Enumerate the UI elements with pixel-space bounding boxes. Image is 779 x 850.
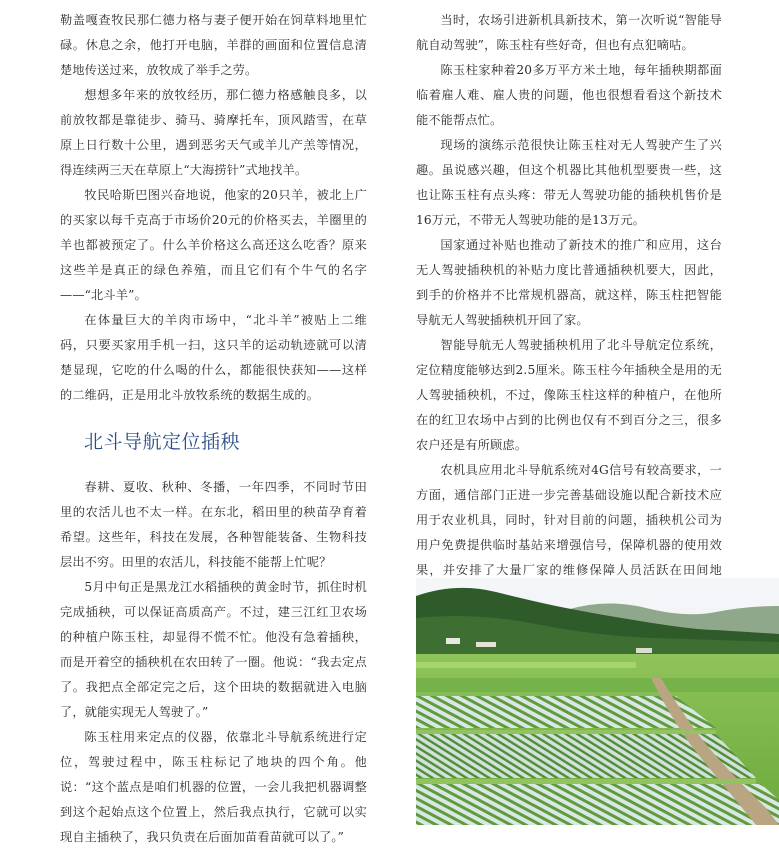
left-paragraph-1: 勒盖嘎查牧民那仁德力格与妻子便开始在饲草料地里忙碌。休息之余，他打开电脑，羊群的画面和位置信息清楚地传送过来，放牧成了举手之劳。 [60, 13, 367, 77]
right-paragraph-2: 陈玉柱家种着20多万平方米土地，每年插秧期都面临着雇人难、雇人贵的问题，他也很想看看这个新技术能不能帮点忙。 [416, 63, 722, 127]
right-column [416, 8, 722, 608]
left-paragraph-2: 想想多年来的放牧经历，那仁德力格感触良多，以前放牧都是靠徒步、骑马、骑摩托车，顶风踏雪，在草原上日行数十公里，遇到恶劣天气或羊儿产羔等情况，得连续两三天在草原上“大海捞针”式地找羊。 [60, 88, 367, 177]
rice-paddy-photo [416, 578, 779, 825]
left-paragraph-5: 春耕、夏收、秋种、冬播，一年四季，不同时节田里的农活儿也不太一样。在东北，稻田里的秧苗孕育着希望。这些年，科技在发展，各种智能装备、生物科技层出不穷。田里的农活儿，科技能不能帮上忙呢？ [60, 480, 367, 569]
left-paragraph-6: 5月中旬正是黑龙江水稻插秧的黄金时节，抓住时机完成插秧，可以保证高质高产。不过，建三江红卫农场的种植户陈玉柱，却显得不慌不忙。他没有急着插秧，而是开着空的插秧机在农田转了一圈。他说：“我去定点了。我把点全部定完之后，这个田块的数据就进入电脑了，就能实现无人驾驶了。” [60, 580, 367, 719]
left-paragraph-7: 陈玉柱用来定点的仪器，依靠北斗导航系统进行定位，驾驶过程中，陈玉柱标记了地块的四个角。他说：“这个蓝点是咱们机器的位置，一会儿我把机器调整到这个起始点这个位置上，然后我点执行，它就可以实现自主插秧了，我只负责在后面加苗看苗就可以了。” [60, 730, 367, 844]
section-heading: 北斗导航定位插秧 [84, 431, 241, 453]
right-paragraph-4: 国家通过补贴也推动了新技术的推广和应用，这台无人驾驶插秧机的补贴力度比普通插秧机要大，因此，到手的价格并不比常规机器高，就这样，陈玉柱把智能导航无人驾驶插秧机开回了家。 [416, 238, 722, 327]
right-paragraph-1: 当时，农场引进新机具新技术，第一次听说“智能导航自动驾驶”，陈玉柱有些好奇，但也有点犯嘀咕。 [416, 13, 722, 52]
right-paragraph-5: 智能导航无人驾驶插秧机用了北斗导航定位系统，定位精度能够达到2.5厘米。陈玉柱今年插秧全是用的无人驾驶插秧机，不过，像陈玉柱这样的种植户，在他所在的红卫农场中占到的比例也仅有不到百分之三，很多农户还是有所顾虑。 [416, 338, 722, 452]
left-paragraph-4: 在体量巨大的羊肉市场中，“北斗羊”被贴上二维码，只要买家用手机一扫，这只羊的运动轨迹就可以清楚显现，它吃的什么喝的什么，都能很快获知——这样的二维码，正是用北斗放牧系统的数据生成的。 [60, 313, 367, 402]
left-paragraph-3: 牧民哈斯巴图兴奋地说，他家的20只羊，被北上广的买家以每千克高于市场价20元的价格买去，羊圈里的羊也都被预定了。什么羊价格这么高还这么吃香？原来这些羊是真正的绿色养殖，而且它们有个牛气的名字——“北斗羊”。 [60, 188, 367, 302]
left-column [60, 8, 367, 850]
right-paragraph-6-text: 农机具应用北斗导航系统对4G信号有较高要求，一方面，通信部门正进一步完善基础设施以配合新技术应用于农业机具，同时，针对目前的问题，插秧机公司为用户免费提供临时基站来增强信号，保障机器的使用效果，并安排了大量厂家的维修保障人员活跃在田间地 [416, 463, 722, 577]
right-paragraph-3: 现场的演练示范很快让陈玉柱对无人驾驶产生了兴趣。虽说感兴趣，但这个机器比其他机型要贵一些，这也让陈玉柱有点头疼：带无人驾驶功能的插秧机售价是16万元，不带无人驾驶功能的是13万元。 [416, 138, 722, 227]
